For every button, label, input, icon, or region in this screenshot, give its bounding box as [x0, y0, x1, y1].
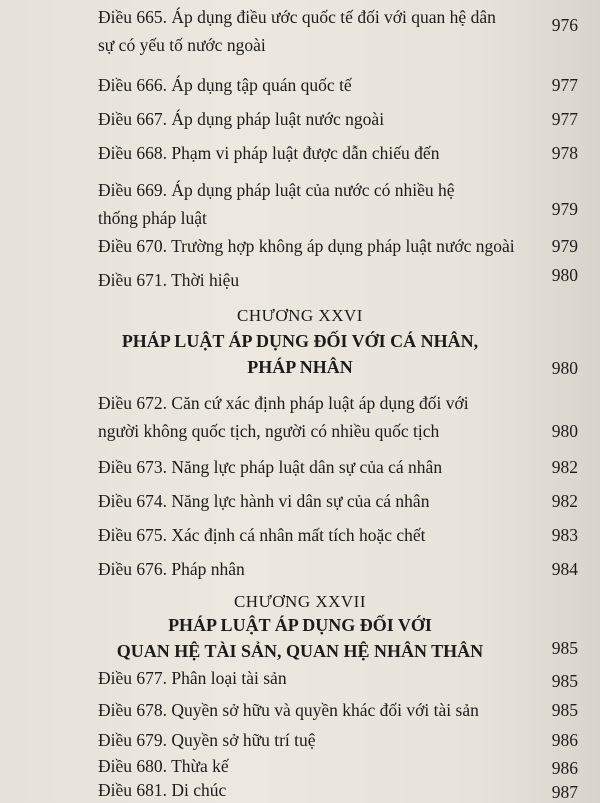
toc-entry-676: Điều 676. Pháp nhân [98, 559, 245, 579]
toc-entry-672: Điều 672. Căn cứ xác định pháp luật áp dụng đối với [98, 393, 469, 413]
toc-entry-674: Điều 674. Năng lực hành vi dân sự của cá nhân [98, 491, 430, 511]
toc-page-number: 986 [551, 730, 578, 750]
toc-page-number: 984 [551, 559, 578, 579]
toc-page-number: 977 [551, 109, 578, 129]
toc-entry-672-continued: người không quốc tịch, người có nhiều quốc tịch [98, 421, 440, 441]
chapter-27-title-line2: QUAN HỆ TÀI SẢN, QUAN HỆ NHÂN THÂN [116, 641, 484, 661]
chapter-26-title-line2: PHÁP NHÂN [247, 357, 353, 377]
toc-entry-681: Điều 681. Di chúc [98, 780, 227, 800]
toc-page-number: 983 [551, 525, 578, 545]
toc-entry-667: Điều 667. Áp dụng pháp luật nước ngoài [98, 109, 385, 129]
toc-page-number: 986 [551, 758, 578, 778]
toc-entry-679: Điều 679. Quyền sở hữu trí tuệ [98, 730, 316, 750]
toc-entry-666: Điều 666. Áp dụng tập quán quốc tế [98, 75, 352, 95]
toc-entry-675: Điều 675. Xác định cá nhân mất tích hoặc chết [98, 525, 426, 545]
toc-page-number: 985 [551, 671, 578, 691]
toc-entry-673: Điều 673. Năng lực pháp luật dân sự của cá nhân [98, 457, 443, 477]
toc-page-number: 982 [551, 457, 578, 477]
toc-page-number: 980 [551, 265, 578, 285]
toc-page-number: 978 [551, 143, 578, 163]
chapter-26-number: CHƯƠNG XXVI [237, 306, 363, 325]
toc-entry-671: Điều 671. Thời hiệu [98, 270, 240, 290]
toc-entry-668: Điều 668. Phạm vi pháp luật được dẫn chiếu đến [98, 143, 440, 163]
toc-entry-680: Điều 680. Thừa kế [98, 756, 229, 776]
toc-page-number: 980 [551, 358, 578, 378]
toc-entry-678: Điều 678. Quyền sở hữu và quyền khác đối với tài sản [98, 700, 479, 720]
toc-entry-665: Điều 665. Áp dụng điều ước quốc tế đối với quan hệ dân [98, 7, 496, 27]
toc-page-number: 979 [551, 199, 578, 219]
chapter-27-title-line1: PHÁP LUẬT ÁP DỤNG ĐỐI VỚI [168, 615, 432, 635]
toc-page-number: 982 [551, 491, 578, 511]
toc-entry-669: Điều 669. Áp dụng pháp luật của nước có nhiều hệ [98, 180, 455, 200]
toc-page-number: 976 [551, 15, 578, 35]
chapter-26-title-line1: PHÁP LUẬT ÁP DỤNG ĐỐI VỚI CÁ NHÂN, [121, 331, 479, 351]
toc-entry-677: Điều 677. Phân loại tài sản [98, 668, 287, 688]
toc-page-number: 985 [551, 700, 578, 720]
toc-page-number: 980 [551, 421, 578, 441]
toc-page-number: 985 [551, 638, 578, 658]
toc-entry-670: Điều 670. Trường hợp không áp dụng pháp luật nước ngoài [98, 236, 515, 256]
toc-entry-669-continued: thống pháp luật [98, 208, 207, 228]
toc-page-number: 979 [551, 236, 578, 256]
chapter-27-number: CHƯƠNG XXVII [233, 592, 367, 611]
toc-page-number: 987 [551, 782, 578, 802]
toc-page-number: 977 [551, 75, 578, 95]
toc-entry-665-continued: sự có yếu tố nước ngoài [98, 35, 266, 55]
